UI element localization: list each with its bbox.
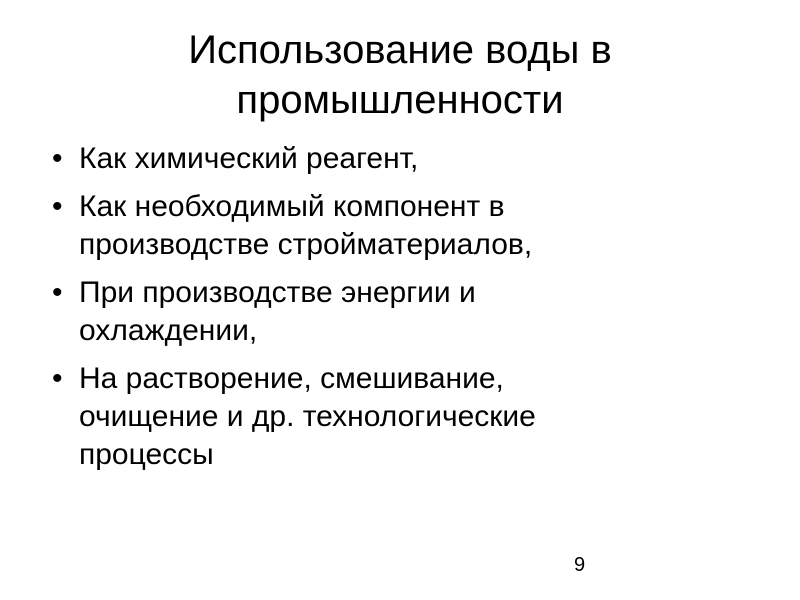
bullet-line: производстве стройматериалов, xyxy=(79,228,533,261)
slide-title xyxy=(40,25,760,125)
bullet-line: На растворение, смешивание, xyxy=(79,362,504,395)
bullet-line: очищение и др. технологические xyxy=(79,400,536,433)
bullet-line: Как химический реагент, xyxy=(79,142,419,175)
bullet-icon: • xyxy=(52,190,63,223)
bullet-line: процессы xyxy=(79,438,214,471)
bullet-line: При производстве энергии и xyxy=(79,276,476,309)
bullet-item xyxy=(52,360,692,474)
bullet-item xyxy=(52,274,692,350)
bullet-line: охлаждении, xyxy=(79,314,258,347)
bullet-item xyxy=(52,140,692,178)
slide-title-line: Использование воды в xyxy=(188,28,612,72)
bullet-item xyxy=(52,188,692,264)
bullet-text xyxy=(79,274,692,350)
bullet-text xyxy=(79,360,692,474)
bullet-line: Как необходимый компонент в xyxy=(79,190,505,223)
slide-title-line: промышленности xyxy=(236,78,564,122)
bullet-text xyxy=(79,188,692,264)
bullet-list xyxy=(52,140,692,484)
bullet-icon: • xyxy=(52,142,63,175)
bullet-text xyxy=(79,140,692,178)
bullet-icon: • xyxy=(52,276,63,309)
page-number: 9 xyxy=(574,554,586,576)
bullet-icon: • xyxy=(52,362,63,395)
